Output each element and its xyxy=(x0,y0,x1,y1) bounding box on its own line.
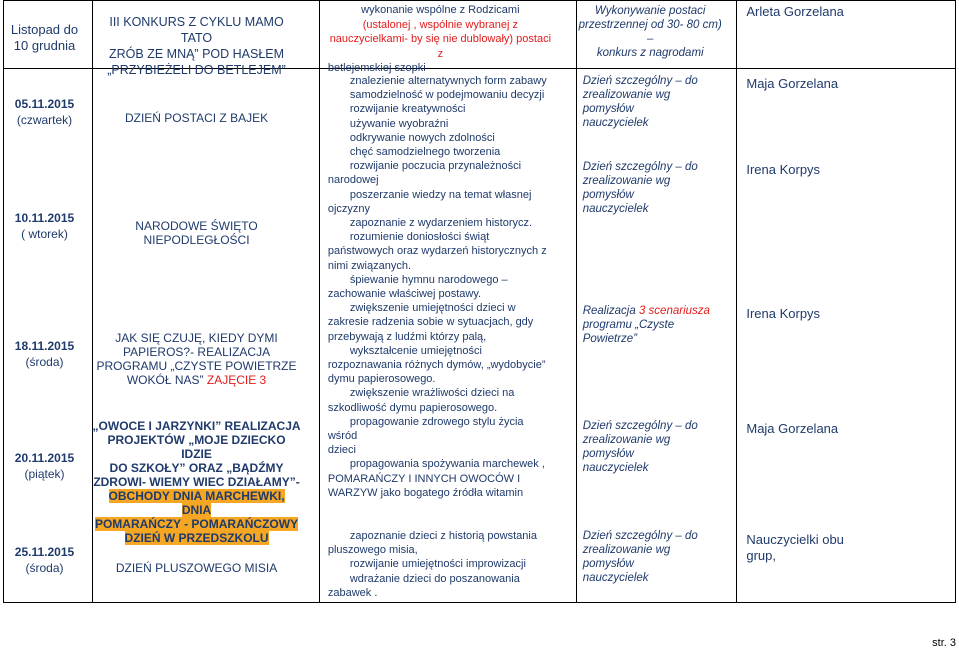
form-block xyxy=(583,419,723,475)
activity-line: pluszowego misia, xyxy=(327,544,418,557)
header-title-line: ZRÓB ZE MNĄ” POD HASŁEM xyxy=(109,47,285,61)
event-highlight: POMARAŃCZY - POMARAŃCZOWY xyxy=(94,517,299,531)
event-title: PROJEKTÓW „MOJE DZIECKO IDZIE xyxy=(107,433,286,461)
person-name: Maja Gorzelana xyxy=(746,76,839,91)
activity-line: rozpoznawania różnych dymów, „wydobycie” xyxy=(327,359,546,372)
form-line: Dzień szczególny – do xyxy=(582,75,698,87)
activity-line: zwiększenie umiejętności dzieci w xyxy=(349,302,516,315)
form-line: nauczycielek xyxy=(582,462,649,474)
header-activity-line: nauczycielkami- by się nie dublowały) postaci z xyxy=(329,33,552,60)
activity-line: zabawek . xyxy=(327,586,378,599)
activity-line: chęć samodzielnego tworzenia xyxy=(349,146,501,159)
date-weekday: (piątek) xyxy=(24,467,65,481)
form-line: nauczycielek xyxy=(582,117,649,129)
form-line: Dzień szczególny – do xyxy=(582,530,698,542)
page-number: str. 3 xyxy=(932,637,956,649)
form-block xyxy=(583,304,723,346)
header-form-cell xyxy=(576,1,737,69)
date-entry xyxy=(4,96,85,128)
activity-line: przebywają z ludźmi którzy palą, xyxy=(327,330,487,343)
event-title: DZIEŃ POSTACI Z BAJEK xyxy=(124,111,269,125)
header-person: Arleta Gorzelana xyxy=(746,4,844,19)
date-weekday: ( wtorek) xyxy=(21,227,68,241)
activity-line: zapoznanie dzieci z historią powstania xyxy=(349,530,537,542)
activity-line: rozwijanie umiejętności improwizacji xyxy=(349,558,526,571)
event-title: JAK SIĘ CZUJĘ, KIEDY DYMI xyxy=(115,331,278,345)
date-weekday: (środa) xyxy=(25,355,64,369)
header-date: Listopad do 10 grudnia xyxy=(10,22,79,53)
header-activity-line: (ustalonej , wspólnie wybranej z xyxy=(362,18,519,31)
activity-line: zapoznanie z wydarzeniem historycz. xyxy=(349,217,533,230)
form-highlight: 3 scenariusza xyxy=(638,305,710,317)
form-line: nauczycielek xyxy=(582,203,649,215)
activity-line: propagowania spożywania marchewek , xyxy=(349,458,545,471)
form-line: zrealizowanie wg pomysłów xyxy=(582,434,671,460)
person-name: Irena Korpys xyxy=(746,306,821,321)
activity-line: państwowych oraz wydarzeń historycznych z xyxy=(327,245,547,258)
header-title-line: „PRZYBIEŻELI DO BETLEJEM” xyxy=(107,63,286,77)
event-title: DO SZKOŁY” ORAZ „BĄDŹMY xyxy=(109,461,284,475)
date-value: 05.11.2015 xyxy=(14,97,75,111)
activity-line: używanie wyobraźni xyxy=(349,117,449,130)
date-entry xyxy=(4,450,85,482)
activity-line: narodowej xyxy=(327,174,379,187)
event-highlight: DZIEŃ W PRZEDSZKOLU xyxy=(124,531,269,545)
activity-line: znalezienie alternatywnych form zabawy xyxy=(349,75,547,87)
date-entry xyxy=(4,210,85,242)
person-name: Maja Gorzelana xyxy=(746,421,839,436)
header-activity-line: wykonanie wspólne z Rodzicami xyxy=(361,4,520,16)
event-title: „OWOCE I JARZYNKI” REALIZACJA xyxy=(92,419,301,433)
form-line: programu „Czyste Powietrze” xyxy=(582,319,675,345)
header-person-cell xyxy=(737,1,956,69)
header-row xyxy=(4,1,956,69)
activity-block xyxy=(328,74,553,500)
main-row xyxy=(4,69,956,603)
activity-line: odkrywanie nowych zdolności xyxy=(349,131,495,144)
activity-line: propagowanie zdrowego stylu życia wśród xyxy=(327,415,524,443)
activity-line: dymu papierosowego. xyxy=(327,373,436,386)
form-line: Realizacja xyxy=(582,305,636,317)
activity-line: WARZYW jako bogatego źródła witamin xyxy=(327,486,524,499)
date-value: 10.11.2015 xyxy=(14,211,75,225)
date-entry xyxy=(4,544,85,576)
form-line: zrealizowanie wg pomysłów xyxy=(582,175,671,201)
event-lesson-tag: ZAJĘCIE 3 xyxy=(206,373,267,387)
event-title: ZDROWI- WIEMY WIEC DZIAŁAMY”- xyxy=(93,475,300,489)
date-value: 18.11.2015 xyxy=(14,339,75,353)
activity-line: POMARAŃCZY I INNYCH OWOCÓW I xyxy=(327,472,521,485)
form-line: zrealizowanie wg pomysłów xyxy=(582,89,671,115)
form-line: Dzień szczególny – do xyxy=(582,420,698,432)
form-block xyxy=(583,74,723,130)
date-value: 25.11.2015 xyxy=(14,545,75,559)
form-line: zrealizowanie wg pomysłów xyxy=(582,544,671,570)
activity-line: zwiększenie wrażliwości dzieci na xyxy=(349,387,515,400)
activity-line: zachowanie właściwej postawy. xyxy=(327,288,482,301)
event-title: DZIEŃ PLUSZOWEGO MISIA xyxy=(115,561,278,575)
event-highlight: OBCHODY DNIA MARCHEWKI, DNIA xyxy=(108,489,285,517)
header-form-line: konkurs z nagrodami xyxy=(596,47,704,59)
event-title: NIEPODLEGŁOŚCI xyxy=(143,233,250,247)
date-weekday: (środa) xyxy=(25,561,64,575)
date-value: 20.11.2015 xyxy=(14,451,75,465)
form-line: nauczycielek xyxy=(582,572,649,584)
date-entry xyxy=(4,338,85,370)
activities-cell xyxy=(319,69,576,603)
activity-line: poszerzanie wiedzy na temat własnej xyxy=(349,188,532,201)
person-name: Irena Korpys xyxy=(746,162,821,177)
activity-line: wdrażanie dzieci do poszanowania xyxy=(349,572,520,585)
activity-line: dzieci xyxy=(327,444,356,457)
persons-cell xyxy=(737,69,956,603)
header-title-cell xyxy=(92,1,319,77)
person-name xyxy=(746,532,844,564)
date-weekday: (czwartek) xyxy=(16,113,73,127)
activity-line: rozwijanie kreatywności xyxy=(349,103,466,116)
activity-line: nimi związanych. xyxy=(327,259,411,272)
activity-line: śpiewanie hymnu narodowego – xyxy=(349,273,508,286)
event-title: PROGRAMU „CZYSTE POWIETRZE xyxy=(96,359,297,373)
event-title: PAPIEROS?- REALIZACJA xyxy=(122,345,271,359)
schedule-table xyxy=(3,0,956,603)
event-title: NARODOWE ŚWIĘTO xyxy=(135,219,258,233)
events-cell xyxy=(92,69,319,603)
activity-line: rozumienie doniosłości świąt xyxy=(349,231,490,244)
activity-block xyxy=(328,529,553,600)
header-title-line: III KONKURS Z CYKLU MAMO TATO xyxy=(109,15,284,45)
person-line: grup, xyxy=(746,548,776,563)
dates-cell xyxy=(4,69,93,603)
event-title: WOKÓŁ NAS” xyxy=(126,373,204,387)
activity-line: wykształcenie umiejętności xyxy=(349,344,482,357)
activity-line: samodzielność w podejmowaniu decyzji xyxy=(349,89,545,102)
activity-line: rozwijanie poczucia przynależności xyxy=(349,160,522,173)
header-form-line: Wykonywanie postaci xyxy=(594,5,706,17)
activity-line: zakresie radzenia sobie w sytuacjach, gdy xyxy=(327,316,534,329)
activity-line: ojczyzny xyxy=(327,202,371,215)
header-activity-line: betlejemskiej szopki xyxy=(327,62,426,74)
forms-cell xyxy=(576,69,737,603)
form-line: Dzień szczególny – do xyxy=(582,161,698,173)
activity-line: szkodliwość dymu papierosowego. xyxy=(327,401,498,414)
form-block xyxy=(583,160,723,216)
header-activity-cell xyxy=(319,1,576,74)
person-line: Nauczycielki obu xyxy=(746,532,844,547)
header-form-line: przestrzennej od 30- 80 cm) – xyxy=(578,19,722,45)
form-block xyxy=(583,529,723,585)
header-date-cell xyxy=(4,1,93,69)
